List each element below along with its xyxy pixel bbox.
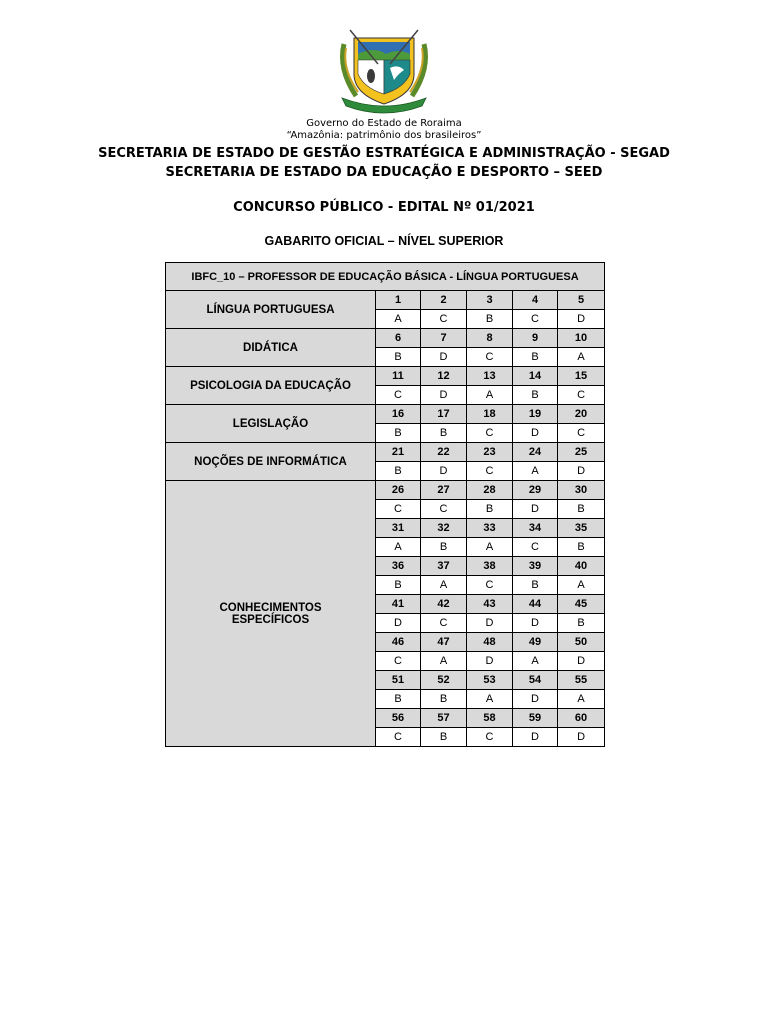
question-number: 27	[421, 481, 467, 500]
question-number: 14	[513, 367, 558, 386]
answer-cell: D	[513, 500, 558, 519]
question-number: 48	[467, 633, 513, 652]
subject-label: LEGISLAÇÃO	[166, 405, 376, 443]
answer-cell: B	[513, 348, 558, 367]
answer-cell: A	[467, 690, 513, 709]
answer-cell: B	[421, 690, 467, 709]
answer-cell: D	[558, 652, 605, 671]
table-row	[166, 367, 605, 386]
answer-cell: A	[558, 690, 605, 709]
question-number: 30	[558, 481, 605, 500]
answer-cell: C	[376, 500, 421, 519]
answer-cell: A	[376, 538, 421, 557]
question-number: 33	[467, 519, 513, 538]
question-number: 11	[376, 367, 421, 386]
question-number: 52	[421, 671, 467, 690]
question-number: 20	[558, 405, 605, 424]
question-number: 40	[558, 557, 605, 576]
secretaria-segad: SECRETARIA DE ESTADO DE GESTÃO ESTRATÉGICA E ADMINISTRAÇÃO - SEGAD	[98, 146, 670, 161]
table-title-row	[166, 263, 605, 291]
answer-cell: C	[421, 310, 467, 329]
question-number: 19	[513, 405, 558, 424]
answer-cell: D	[513, 728, 558, 747]
question-number: 35	[558, 519, 605, 538]
answer-cell: B	[376, 348, 421, 367]
question-number: 9	[513, 329, 558, 348]
question-number: 22	[421, 443, 467, 462]
question-number: 38	[467, 557, 513, 576]
answer-cell: C	[513, 310, 558, 329]
answer-key-table	[165, 262, 605, 747]
government-name: Governo do Estado de Roraima	[306, 118, 462, 129]
question-number: 24	[513, 443, 558, 462]
answer-cell: B	[513, 386, 558, 405]
question-number: 58	[467, 709, 513, 728]
question-number: 29	[513, 481, 558, 500]
table-title: IBFC_10 – PROFESSOR DE EDUCAÇÃO BÁSICA - LÍNGUA PORTUGUESA	[166, 263, 605, 291]
answer-cell: D	[558, 462, 605, 481]
question-number: 17	[421, 405, 467, 424]
question-number: 1	[376, 291, 421, 310]
answer-cell: B	[467, 500, 513, 519]
answer-cell: C	[467, 348, 513, 367]
gabarito-title: GABARITO OFICIAL – NÍVEL SUPERIOR	[264, 234, 504, 248]
answer-cell: D	[513, 424, 558, 443]
answer-cell: B	[558, 614, 605, 633]
answer-cell: A	[558, 576, 605, 595]
question-number: 57	[421, 709, 467, 728]
question-number: 6	[376, 329, 421, 348]
question-number: 32	[421, 519, 467, 538]
answer-cell: B	[421, 424, 467, 443]
answer-cell: B	[558, 538, 605, 557]
question-number: 21	[376, 443, 421, 462]
question-number: 47	[421, 633, 467, 652]
answer-cell: D	[421, 386, 467, 405]
question-number: 46	[376, 633, 421, 652]
question-number: 5	[558, 291, 605, 310]
answer-cell: A	[558, 348, 605, 367]
answer-cell: C	[467, 424, 513, 443]
answer-cell: D	[467, 652, 513, 671]
answer-cell: B	[558, 500, 605, 519]
question-number: 26	[376, 481, 421, 500]
answer-cell: C	[558, 424, 605, 443]
answer-cell: B	[467, 310, 513, 329]
answer-cell: D	[558, 728, 605, 747]
answer-cell: C	[467, 576, 513, 595]
answer-cell: A	[467, 386, 513, 405]
question-number: 49	[513, 633, 558, 652]
answer-cell: D	[513, 690, 558, 709]
answer-cell: B	[421, 728, 467, 747]
question-number: 45	[558, 595, 605, 614]
question-number: 16	[376, 405, 421, 424]
answer-cell: B	[376, 690, 421, 709]
question-number: 51	[376, 671, 421, 690]
answer-cell: D	[558, 310, 605, 329]
subject-label: DIDÁTICA	[166, 329, 376, 367]
answer-cell: B	[376, 462, 421, 481]
answer-cell: C	[421, 614, 467, 633]
answer-cell: A	[513, 462, 558, 481]
answer-cell: B	[376, 576, 421, 595]
question-number: 42	[421, 595, 467, 614]
answer-cell: C	[513, 538, 558, 557]
question-number: 12	[421, 367, 467, 386]
subject-label: PSICOLOGIA DA EDUCAÇÃO	[166, 367, 376, 405]
table-row	[166, 329, 605, 348]
question-number: 18	[467, 405, 513, 424]
question-number: 37	[421, 557, 467, 576]
question-number: 34	[513, 519, 558, 538]
question-number: 54	[513, 671, 558, 690]
question-number: 13	[467, 367, 513, 386]
answer-cell: D	[467, 614, 513, 633]
question-number: 15	[558, 367, 605, 386]
question-number: 36	[376, 557, 421, 576]
concurso-title: CONCURSO PÚBLICO - EDITAL Nº 01/2021	[233, 200, 535, 215]
answer-cell: B	[513, 576, 558, 595]
table-row	[166, 405, 605, 424]
question-number: 31	[376, 519, 421, 538]
question-number: 53	[467, 671, 513, 690]
answer-cell: A	[421, 576, 467, 595]
table-row	[166, 291, 605, 310]
question-number: 39	[513, 557, 558, 576]
table-row	[166, 481, 605, 500]
question-number: 8	[467, 329, 513, 348]
question-number: 43	[467, 595, 513, 614]
question-number: 23	[467, 443, 513, 462]
answer-cell: C	[376, 652, 421, 671]
question-number: 2	[421, 291, 467, 310]
question-number: 7	[421, 329, 467, 348]
question-number: 41	[376, 595, 421, 614]
answer-cell: D	[421, 462, 467, 481]
answer-cell: A	[467, 538, 513, 557]
answer-cell: B	[376, 424, 421, 443]
question-number: 44	[513, 595, 558, 614]
answer-cell: B	[421, 538, 467, 557]
question-number: 10	[558, 329, 605, 348]
table-row	[166, 443, 605, 462]
secretaria-seed: SECRETARIA DE ESTADO DA EDUCAÇÃO E DESPORTO – SEED	[165, 165, 603, 180]
answer-cell: A	[421, 652, 467, 671]
government-motto: “Amazônia: patrimônio dos brasileiros”	[286, 130, 482, 141]
answer-cell: C	[558, 386, 605, 405]
subject-label: NOÇÕES DE INFORMÁTICA	[166, 443, 376, 481]
question-number: 55	[558, 671, 605, 690]
answer-cell: C	[421, 500, 467, 519]
answer-cell: D	[376, 614, 421, 633]
answer-cell: A	[513, 652, 558, 671]
answer-cell: C	[376, 728, 421, 747]
question-number: 60	[558, 709, 605, 728]
question-number: 4	[513, 291, 558, 310]
question-number: 3	[467, 291, 513, 310]
answer-cell: C	[467, 728, 513, 747]
question-number: 28	[467, 481, 513, 500]
question-number: 56	[376, 709, 421, 728]
answer-cell: C	[376, 386, 421, 405]
answer-cell: A	[376, 310, 421, 329]
answer-cell: D	[513, 614, 558, 633]
answer-cell: C	[467, 462, 513, 481]
question-number: 59	[513, 709, 558, 728]
question-number: 25	[558, 443, 605, 462]
subject-label: CONHECIMENTOS ESPECÍFICOS	[166, 481, 376, 747]
answer-cell: D	[421, 348, 467, 367]
question-number: 50	[558, 633, 605, 652]
roraima-coat-of-arms-icon	[334, 24, 434, 114]
subject-label: LÍNGUA PORTUGUESA	[166, 291, 376, 329]
